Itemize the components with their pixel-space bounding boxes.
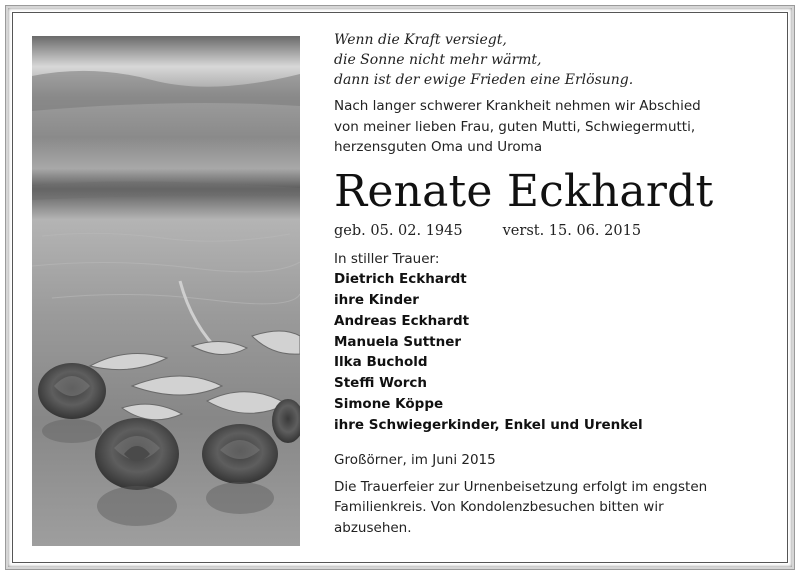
- mourner-name: Manuela Suttner: [334, 333, 462, 350]
- notice-line: Familienkreis. Von Kondolenzbesuchen bitten wir: [334, 499, 664, 516]
- mourners-list: [334, 249, 774, 436]
- funeral-notice: [334, 477, 774, 539]
- notice-line: abzusehen.: [334, 519, 412, 536]
- intro-text: [334, 96, 774, 158]
- place-and-date: Großörner, im Juni 2015: [334, 451, 496, 468]
- mourners-heading: In stiller Trauer:: [334, 250, 440, 267]
- text-column: [334, 30, 774, 538]
- mourner-name: Andreas Eckhardt: [334, 312, 470, 329]
- mourner-name: Ilka Buchold: [334, 354, 428, 371]
- mourner-name: ihre Schwiegerkinder, Enkel und Urenkel: [334, 416, 643, 433]
- life-dates: [334, 221, 774, 241]
- mourner-name: Dietrich Eckhardt: [334, 271, 467, 288]
- verse: [334, 30, 774, 90]
- intro-line: herzensguten Oma und Uroma: [334, 139, 543, 155]
- verse-line: Wenn die Kraft versiegt,: [334, 32, 507, 48]
- mourner-name: Steffi Worch: [334, 375, 428, 392]
- notice-line: Die Trauerfeier zur Urnenbeisetzung erfolgt im engsten: [334, 478, 708, 495]
- roses-on-water-photo: [32, 36, 300, 546]
- intro-line: Nach langer schwerer Krankheit nehmen wir Abschied: [334, 98, 701, 114]
- mourner-name: ihre Kinder: [334, 292, 419, 309]
- mourner-name: Simone Köppe: [334, 396, 444, 413]
- birth-date: geb. 05. 02. 1945: [334, 222, 463, 239]
- death-date: verst. 15. 06. 2015: [502, 222, 642, 239]
- intro-line: von meiner lieben Frau, guten Mutti, Schwiegermutti,: [334, 118, 696, 135]
- verse-line: die Sonne nicht mehr wärmt,: [334, 52, 542, 68]
- deceased-name: Renate Eckhardt: [334, 165, 714, 217]
- verse-line: dann ist der ewige Frieden eine Erlösung.: [334, 72, 634, 88]
